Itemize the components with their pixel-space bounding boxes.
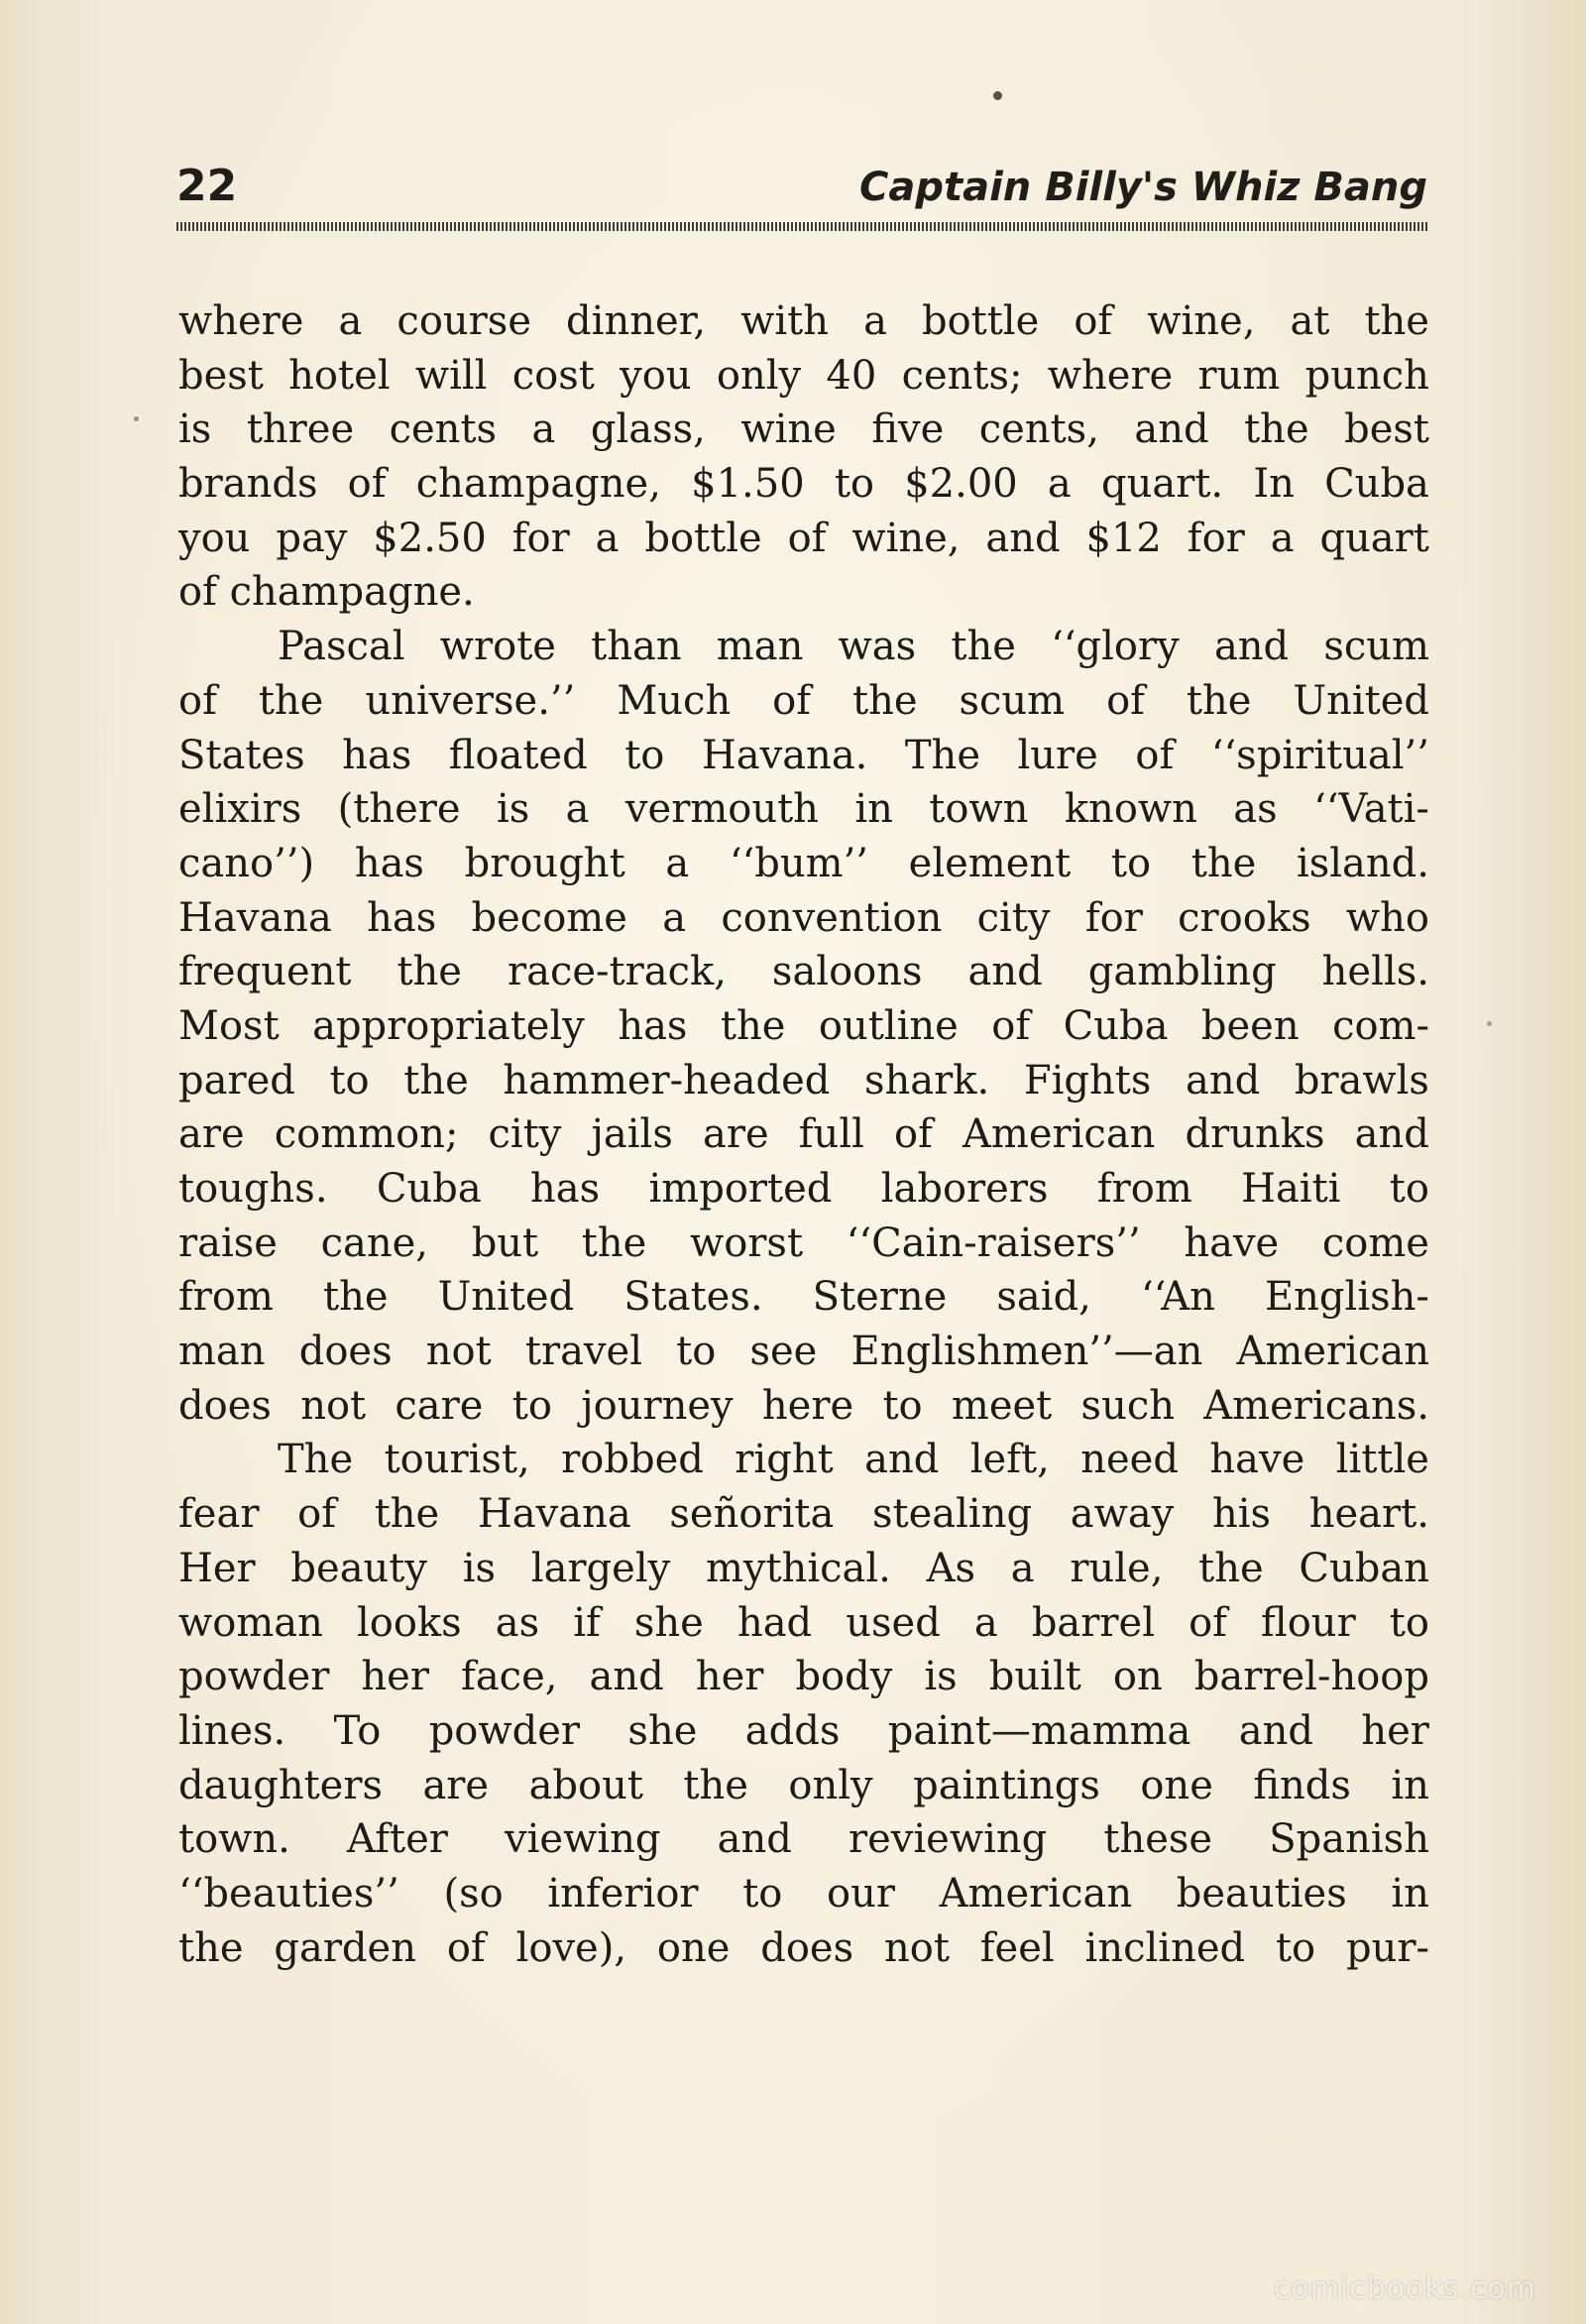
paper-speck	[134, 416, 139, 421]
text-line: Most appropriately has the outline of Cuba been com-	[178, 1002, 1429, 1049]
page-header	[176, 157, 1427, 220]
body-text	[178, 294, 1429, 1975]
text-line: cano’’) has brought a ‘‘bum’’ element to the island.	[178, 840, 1429, 886]
text-line: you pay $2.50 for a bottle of wine, and $12 for a quart	[178, 515, 1429, 561]
text-line: powder her face, and her body is built on barrel-hoop	[178, 1654, 1429, 1700]
text-line: fear of the Havana señorita stealing away his heart.	[178, 1491, 1429, 1538]
text-line: woman looks as if she had used a barrel of flour to	[178, 1599, 1429, 1646]
text-line: of the universe.’’ Much of the scum of the United	[178, 677, 1429, 724]
text-line: The tourist, robbed right and left, need have little	[278, 1437, 1429, 1483]
text-line: best hotel will cost you only 40 cents; where rum punch	[178, 352, 1429, 399]
text-line: are common; city jails are full of American drunks and	[178, 1111, 1429, 1158]
text-line: of champagne.	[178, 569, 475, 616]
page-number: 22	[176, 161, 238, 211]
text-line: brands of champagne, $1.50 to $2.00 a quart. In Cuba	[178, 461, 1429, 508]
running-title: Captain Billy's Whiz Bang	[859, 165, 1427, 210]
text-line: Havana has become a convention city for crooks who	[178, 894, 1429, 941]
text-line: does not care to journey here to meet such Americans.	[178, 1382, 1429, 1429]
paragraph	[178, 620, 1429, 1433]
text-line: daughters are about the only paintings one finds in	[178, 1762, 1429, 1808]
text-line: lines. To powder she adds paint—mamma and her	[178, 1707, 1429, 1754]
paper-speck	[993, 91, 1002, 100]
text-line: raise cane, but the worst ‘‘Cain-raisers’’ have come	[178, 1220, 1429, 1266]
paragraph	[178, 294, 1429, 620]
paragraph	[178, 1433, 1429, 1975]
text-line: toughs. Cuba has imported laborers from Haiti to	[178, 1166, 1429, 1212]
header-rule	[176, 222, 1427, 231]
text-line: States has floated to Havana. The lure of ‘‘spiritual’’	[178, 732, 1429, 778]
text-line: man does not travel to see Englishmen’’—an American	[178, 1329, 1429, 1375]
text-line: town. After viewing and reviewing these Spanish	[178, 1816, 1429, 1863]
text-line: is three cents a glass, wine five cents, and the best	[178, 407, 1429, 453]
watermark: comicbooks.com	[1273, 2271, 1536, 2306]
text-line: frequent the race-track, saloons and gambling hells.	[178, 949, 1429, 995]
text-line: pared to the hammer-headed shark. Fights and brawls	[178, 1057, 1429, 1104]
text-line: from the United States. Sterne said, ‘‘An English-	[178, 1274, 1429, 1321]
text-line: elixirs (there is a vermouth in town known as ‘‘Vati-	[178, 786, 1429, 833]
text-line: the garden of love), one does not feel inclined to pur-	[178, 1924, 1429, 1971]
text-line: Pascal wrote than man was the ‘‘glory and scum	[278, 624, 1429, 670]
text-line: Her beauty is largely mythical. As a rule, the Cuban	[178, 1545, 1429, 1591]
paper-speck	[1487, 1021, 1492, 1026]
text-line: where a course dinner, with a bottle of wine, at the	[178, 298, 1429, 344]
text-line: ‘‘beauties’’ (so inferior to our American beauties in	[178, 1870, 1429, 1917]
